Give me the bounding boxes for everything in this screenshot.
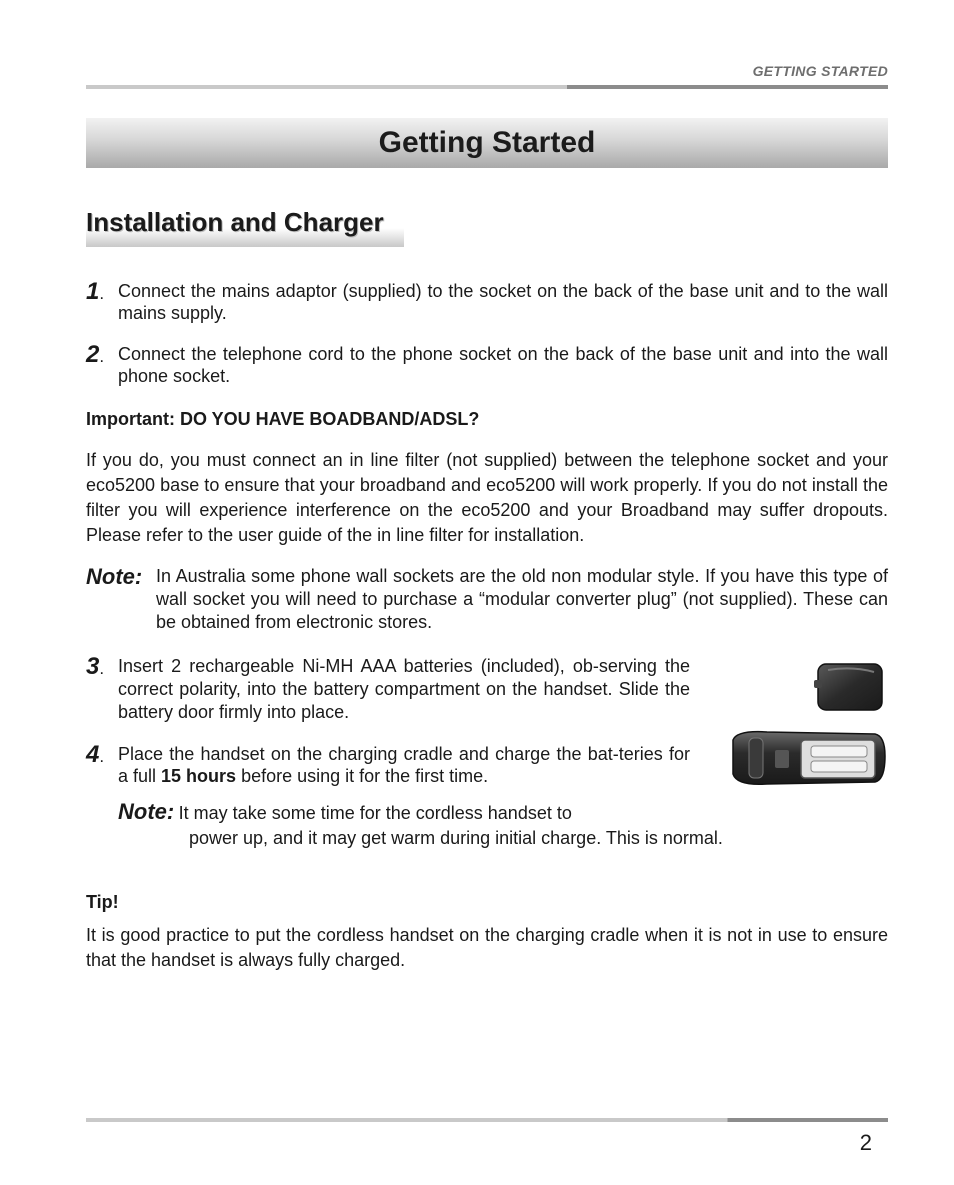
step-number: 4. bbox=[86, 741, 105, 768]
step-text: Place the handset on the charging cradle and charge the bat-teries for a full 15 hours before using it for the first time. bbox=[118, 744, 690, 786]
title-banner bbox=[86, 118, 888, 168]
step-number: 3. bbox=[86, 653, 105, 680]
step-number: 2. bbox=[86, 341, 105, 368]
step-3 bbox=[86, 655, 690, 724]
step-2 bbox=[86, 343, 888, 387]
section-title: Installation and Charger bbox=[86, 207, 384, 237]
step-number: 1. bbox=[86, 278, 105, 305]
tip-paragraph: It is good practice to put the cordless handset on the charging cradle when it is not in use to ensure that the handset is always fully charged. bbox=[86, 925, 888, 970]
battery-door-image bbox=[812, 660, 886, 714]
note-label: Note: bbox=[86, 564, 143, 589]
note-warm bbox=[118, 800, 572, 824]
note-line-1: It may take some time for the cordless handset to bbox=[178, 803, 572, 823]
note-label: Note: bbox=[118, 799, 175, 824]
handset-battery-compartment-image bbox=[727, 726, 887, 790]
page-title: Getting Started bbox=[378, 126, 596, 159]
note-australia bbox=[86, 565, 888, 634]
important-heading: Important: DO YOU HAVE BOADBAND/ADSL? bbox=[86, 409, 480, 429]
bottom-divider bbox=[86, 1118, 888, 1122]
note-line-2: power up, and it may get warm during initial charge. This is normal. bbox=[189, 828, 723, 848]
page-number: 2 bbox=[859, 1130, 872, 1155]
tip-heading: Tip! bbox=[86, 892, 119, 912]
step-text: Insert 2 rechargeable Ni-MH AAA batteries (included), ob-serving the correct polarity, into the battery compartment on the handset. Slide the battery door firmly into place. bbox=[118, 656, 690, 722]
step-1 bbox=[86, 280, 888, 324]
note-text: In Australia some phone wall sockets are the old non modular style. If you have this type of wall socket you will need to purchase a “modular converter plug” (not supplied). These can be obtained from electronic stores. bbox=[156, 566, 888, 632]
important-paragraph: If you do, you must connect an in line filter (not supplied) between the telephone socket and your eco5200 base to ensure that your broadband and eco5200 will work properly. If you do not install the filter you will experience interference on the eco5200 and your Broadband may suffer dropouts. Please refer to the user guide of the in line filter for installation. bbox=[86, 450, 888, 545]
step-text: Connect the telephone cord to the phone socket on the back of the base unit and into the wall phone socket. bbox=[118, 344, 888, 386]
top-divider bbox=[86, 85, 888, 89]
step-4 bbox=[86, 743, 690, 787]
step-text: Connect the mains adaptor (supplied) to the socket on the back of the base unit and to the wall mains supply. bbox=[118, 281, 888, 323]
running-header: GETTING STARTED bbox=[752, 63, 888, 79]
